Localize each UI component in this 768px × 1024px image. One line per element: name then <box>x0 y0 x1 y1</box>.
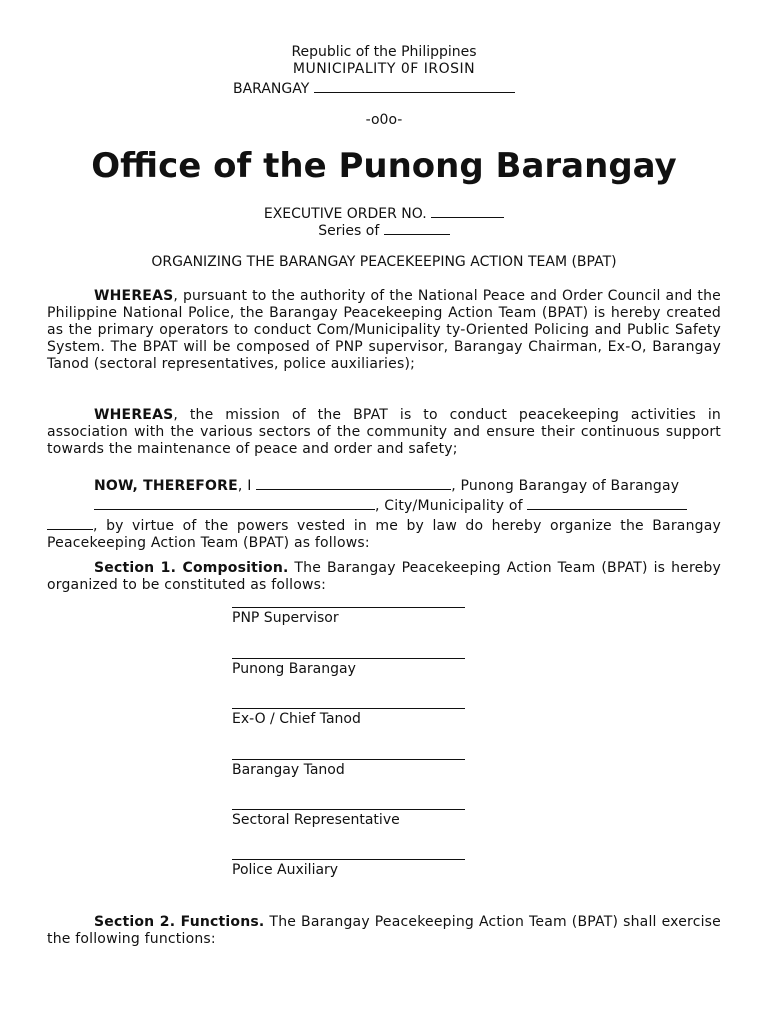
name-blank <box>256 475 451 490</box>
member-punong-barangay <box>232 658 465 678</box>
barangay-line <box>233 78 515 98</box>
signature-line <box>232 759 465 760</box>
whereas-paragraph-2 <box>47 407 721 458</box>
now-text-1: , I <box>237 478 257 494</box>
member-pnp-supervisor <box>232 607 465 627</box>
section-2-text: The Barangay Peacekeeping Action Team (BPAT) shall exercise the following functions: <box>47 914 721 947</box>
section-1-paragraph <box>47 560 721 594</box>
signature-line <box>232 607 465 608</box>
whereas-paragraph-1 <box>47 288 721 373</box>
subject-line: ORGANIZING THE BARANGAY PEACEKEEPING ACTION TEAM (BPAT) <box>151 254 617 270</box>
now-therefore-paragraph <box>47 475 721 552</box>
signature-line <box>232 708 465 709</box>
republic-line: Republic of the Philippines <box>291 44 477 60</box>
now-therefore-lead: NOW, THEREFORE <box>94 478 238 494</box>
whereas-1-lead: WHEREAS <box>94 288 174 304</box>
signature-line <box>232 859 465 860</box>
whereas-1-text: , pursuant to the authority of the National Peace and Order Council and the Philippine National Police, the Barangay Peacekeeping Action Team (BPAT) is hereby created as the primary operators to conduct Com/Municipality ty-Oriented Policing and Public Safety System. The BPAT will be composed of PNP supervisor, Barangay Chairman, Ex-O, Barangay Tanod (sectoral representatives, police auxiliaries); <box>47 288 721 372</box>
member-barangay-tanod <box>232 759 465 779</box>
member-label: Police Auxiliary <box>232 862 339 878</box>
page-title: Office of the Punong Barangay <box>91 146 677 186</box>
section-2-paragraph <box>47 914 721 948</box>
member-label: PNP Supervisor <box>232 610 339 626</box>
series-label: Series of <box>318 223 380 239</box>
section-1-text: The Barangay Peacekeeping Action Team (BPAT) is hereby organized to be constituted as follows: <box>47 560 721 593</box>
barangay-name-blank <box>94 495 375 510</box>
executive-order-label: EXECUTIVE ORDER NO. <box>263 206 427 222</box>
city-blank <box>527 495 687 510</box>
member-label: Punong Barangay <box>232 661 356 677</box>
now-text-2: , Punong Barangay of Barangay <box>451 478 680 494</box>
member-label: Barangay Tanod <box>232 762 345 778</box>
member-label: Ex-O / Chief Tanod <box>232 711 361 727</box>
member-label: Sectoral Representative <box>232 812 400 828</box>
order-number-blank <box>431 203 504 218</box>
separator: -o0o- <box>365 112 403 128</box>
whereas-2-text: , the mission of the BPAT is to conduct peacekeeping activities in association with the various sectors of the community and ensure their continuous support towards the maintenance of peace and order and safety; <box>47 407 721 457</box>
member-sectoral-representative <box>232 809 465 829</box>
series-blank <box>384 220 450 235</box>
section-1-lead: Section 1. Composition. <box>94 560 289 576</box>
now-text-4: , by virtue of the powers vested in me by law do hereby organize the Barangay Peacekeeping Action Team (BPAT) as follows: <box>47 518 721 551</box>
municipality-line: MUNICIPALITY 0F IROSIN <box>292 61 476 77</box>
now-text-3: , City/Municipality of <box>375 498 528 514</box>
member-police-auxiliary <box>232 859 465 879</box>
signature-line <box>232 658 465 659</box>
signature-line <box>232 809 465 810</box>
series-line <box>0 220 768 240</box>
city-blank-continued <box>47 515 93 530</box>
whereas-2-lead: WHEREAS <box>94 407 174 423</box>
barangay-label: BARANGAY <box>233 81 310 97</box>
member-chief-tanod <box>232 708 465 728</box>
barangay-blank <box>314 78 515 93</box>
section-2-lead: Section 2. Functions. <box>94 914 265 930</box>
